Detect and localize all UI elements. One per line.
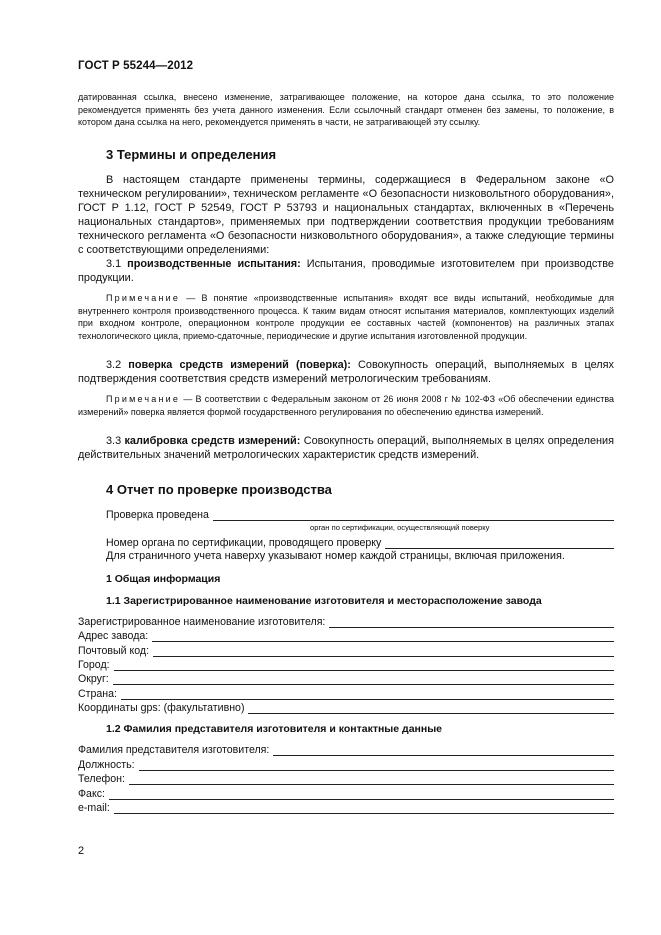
section-3-heading: 3 Термины и определения	[106, 147, 277, 162]
note-1-text: — В понятие «производственные испытания» входят все виды испытаний, необходимые для внутреннего контроля производственного процесса. К таким видам относят испытания материалов, комплектующих изделий при входном контроле, операционном контроле продукции ее составных частей (компонентов) на различных этапах технологического цикла, приемо-сдаточные, периодические и другие испытания изготовленной продукции.	[78, 293, 614, 341]
field-gps-line[interactable]	[248, 702, 614, 714]
field-position: Должность:	[78, 757, 614, 771]
note-1-label: Примечание	[106, 293, 181, 303]
term-3-3-term: калибровка средств измерений:	[124, 435, 301, 447]
term-3-1-definition: Испытания, проводимые изготовителем при производстве продукции.	[78, 258, 614, 285]
sub-1-1-heading: 1.1 Зарегистрированное наименование изготовителя и месторасположение завода	[106, 595, 542, 607]
term-3-3-number: 3.3	[106, 435, 122, 447]
term-3-2-number: 3.2	[106, 359, 122, 371]
intro-paragraph: датированная ссылка, внесено изменение, затрагивающее положение, на которое дана ссылка, то это положение рекомендуется применять без учета данного изменения. Если ссылочный стандарт отменен без замены, то положение, в котором дана ссылка на него, рекомендуется применять в части, не затрагивающей эту ссылку.	[78, 92, 614, 128]
field-country: Страна:	[78, 686, 614, 700]
field-plant-address-line[interactable]	[152, 630, 614, 642]
page-number: 2	[78, 845, 85, 857]
field-rep-name-line[interactable]	[273, 744, 614, 756]
field-rep-name: Фамилия представителя изготовителя:	[78, 742, 614, 756]
term-3-1-term: производственные испытания:	[127, 258, 301, 270]
page-count-note: Для страничного учета наверху указывают номер каждой страницы, включая приложения.	[106, 550, 565, 562]
field-registered-name-line[interactable]	[329, 616, 614, 628]
note-2-text: — В соответствии с Федеральным законом от 26 июня 2008 г № 102-ФЗ «Об обеспечении единства измерений» поверка является формой государственного регулирования по обеспечению единства измерений.	[78, 394, 614, 417]
field-registered-name: Зарегистрированное наименование изготовителя:	[78, 614, 614, 628]
field-postal-code: Почтовый код:	[78, 643, 614, 657]
field-city: Город:	[78, 657, 614, 671]
field-email-line[interactable]	[114, 802, 614, 814]
field-email: e-mail:	[78, 800, 614, 814]
term-3-2-term: поверка средств измерений (поверка):	[128, 359, 351, 371]
field-district: Округ:	[78, 671, 614, 685]
field-postal-code-line[interactable]	[153, 645, 614, 657]
sub-1-2-heading: 1.2 Фамилия представителя изготовителя и контактные данные	[106, 723, 443, 735]
term-3-2-definition: Совокупность операций, выполняемых в целях подтверждения соответствия средств измерений метрологическим требованиям.	[78, 359, 614, 386]
field-phone-line[interactable]	[129, 773, 614, 785]
section-3-paragraph: В настоящем стандарте применены термины, содержащиеся в Федеральном законе «О техническом регулировании», техническом регламенте «О безопасности низковольтного оборудования», ГОСТ Р 1.12, ГОСТ Р 52549, ГОСТ Р 53793 и национальных стандартах, включенных в «Перечень национальных стандартов», применяемых при подтверждении соответствия продукции требованиям технического регламента «О безопасности низковольтного оборудования», а также следующие термины с соответствующими определениями:	[78, 174, 614, 257]
term-3-1-number: 3.1	[106, 258, 122, 270]
checked-by-caption: орган по сертификации, осуществляющий поверку	[310, 523, 490, 532]
field-gps: Координаты gps: (факультативно)	[78, 700, 614, 714]
field-position-line[interactable]	[139, 759, 614, 771]
field-country-line[interactable]	[121, 688, 614, 700]
note-1	[78, 292, 614, 342]
checked-by-line[interactable]	[213, 509, 614, 521]
sub-1-heading: 1 Общая информация	[106, 573, 221, 585]
field-district-line[interactable]	[113, 673, 614, 685]
checked-by-label: Проверка проведена	[106, 509, 209, 521]
cert-body-number-row	[106, 535, 614, 549]
field-fax-line[interactable]	[109, 788, 614, 800]
term-3-3-definition: Совокупность операций, выполняемых в целях определения действительных значений метрологических характеристик средств измерений.	[78, 435, 614, 462]
field-plant-address: Адрес завода:	[78, 628, 614, 642]
checked-by-row	[106, 507, 614, 521]
field-fax: Факс:	[78, 786, 614, 800]
section-4-heading: 4 Отчет по проверке производства	[106, 482, 332, 497]
cert-body-number-label: Номер органа по сертификации, проводящего проверку	[106, 537, 382, 549]
term-3-2	[78, 358, 614, 386]
cert-body-number-line[interactable]	[385, 537, 614, 549]
field-phone: Телефон:	[78, 771, 614, 785]
page-header-title: ГОСТ Р 55244—2012	[78, 60, 194, 72]
note-2-label: Примечание	[106, 394, 181, 404]
field-city-line[interactable]	[114, 659, 614, 671]
term-3-3	[78, 434, 614, 462]
term-3-1	[78, 257, 614, 285]
note-2	[78, 393, 614, 418]
